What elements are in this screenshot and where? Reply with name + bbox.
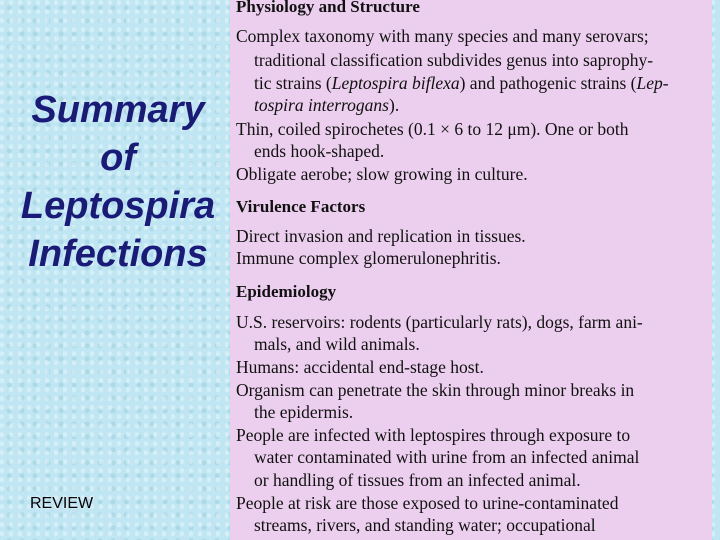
text-line: mals, and wild animals. (254, 334, 420, 354)
text-line: ends hook-shaped. (254, 141, 385, 161)
text-line: traditional classification subdivides genus into saprophy- (254, 50, 654, 70)
text-line: streams, rivers, and standing water; occupational (254, 515, 596, 535)
text-line (254, 72, 669, 94)
text-run: tic strains ( (254, 73, 332, 93)
title-line: Summary (31, 89, 205, 131)
summary-panel (230, 0, 712, 540)
text-line: water contaminated with urine from an infected animal (254, 447, 640, 467)
text-line: People are infected with leptospires through exposure to (236, 425, 631, 445)
text-run: ). (389, 95, 400, 115)
title-line: of (100, 137, 136, 179)
text-line: the epidermis. (254, 402, 354, 422)
text-line: Immune complex glomerulonephritis. (236, 248, 501, 268)
text-line: Complex taxonomy with many species and many serovars; (236, 26, 649, 46)
title-line: Infections (28, 233, 208, 275)
text-line: U.S. reservoirs: rodents (particularly rats), dogs, farm ani- (236, 312, 643, 332)
text-line: Humans: accidental end-stage host. (236, 357, 484, 377)
text-line: Thin, coiled spirochetes (0.1 × 6 to 12 μm). One or both (236, 119, 629, 139)
species-name: Leptospira biflexa (331, 73, 460, 93)
text-line: Obligate aerobe; slow growing in culture. (236, 164, 528, 184)
species-name: Lep- (636, 73, 669, 93)
text-line: or handling of tissues from an infected animal. (254, 470, 581, 490)
heading-virulence: Virulence Factors (236, 197, 366, 216)
text-line: Organism can penetrate the skin through minor breaks in (236, 380, 635, 400)
title-line: Leptospira (20, 185, 216, 227)
text-line: People at risk are those exposed to urine-contaminated (236, 493, 619, 513)
heading-physiology: Physiology and Structure (236, 0, 420, 16)
heading-epidemiology: Epidemiology (236, 282, 337, 301)
species-name: tospira interrogans (254, 95, 389, 115)
text-run: ) and pathogenic strains ( (459, 73, 637, 93)
review-label: REVIEW (30, 495, 94, 512)
text-line (254, 94, 399, 116)
text-line: Direct invasion and replication in tissues. (236, 226, 526, 246)
slide-title (8, 86, 228, 278)
